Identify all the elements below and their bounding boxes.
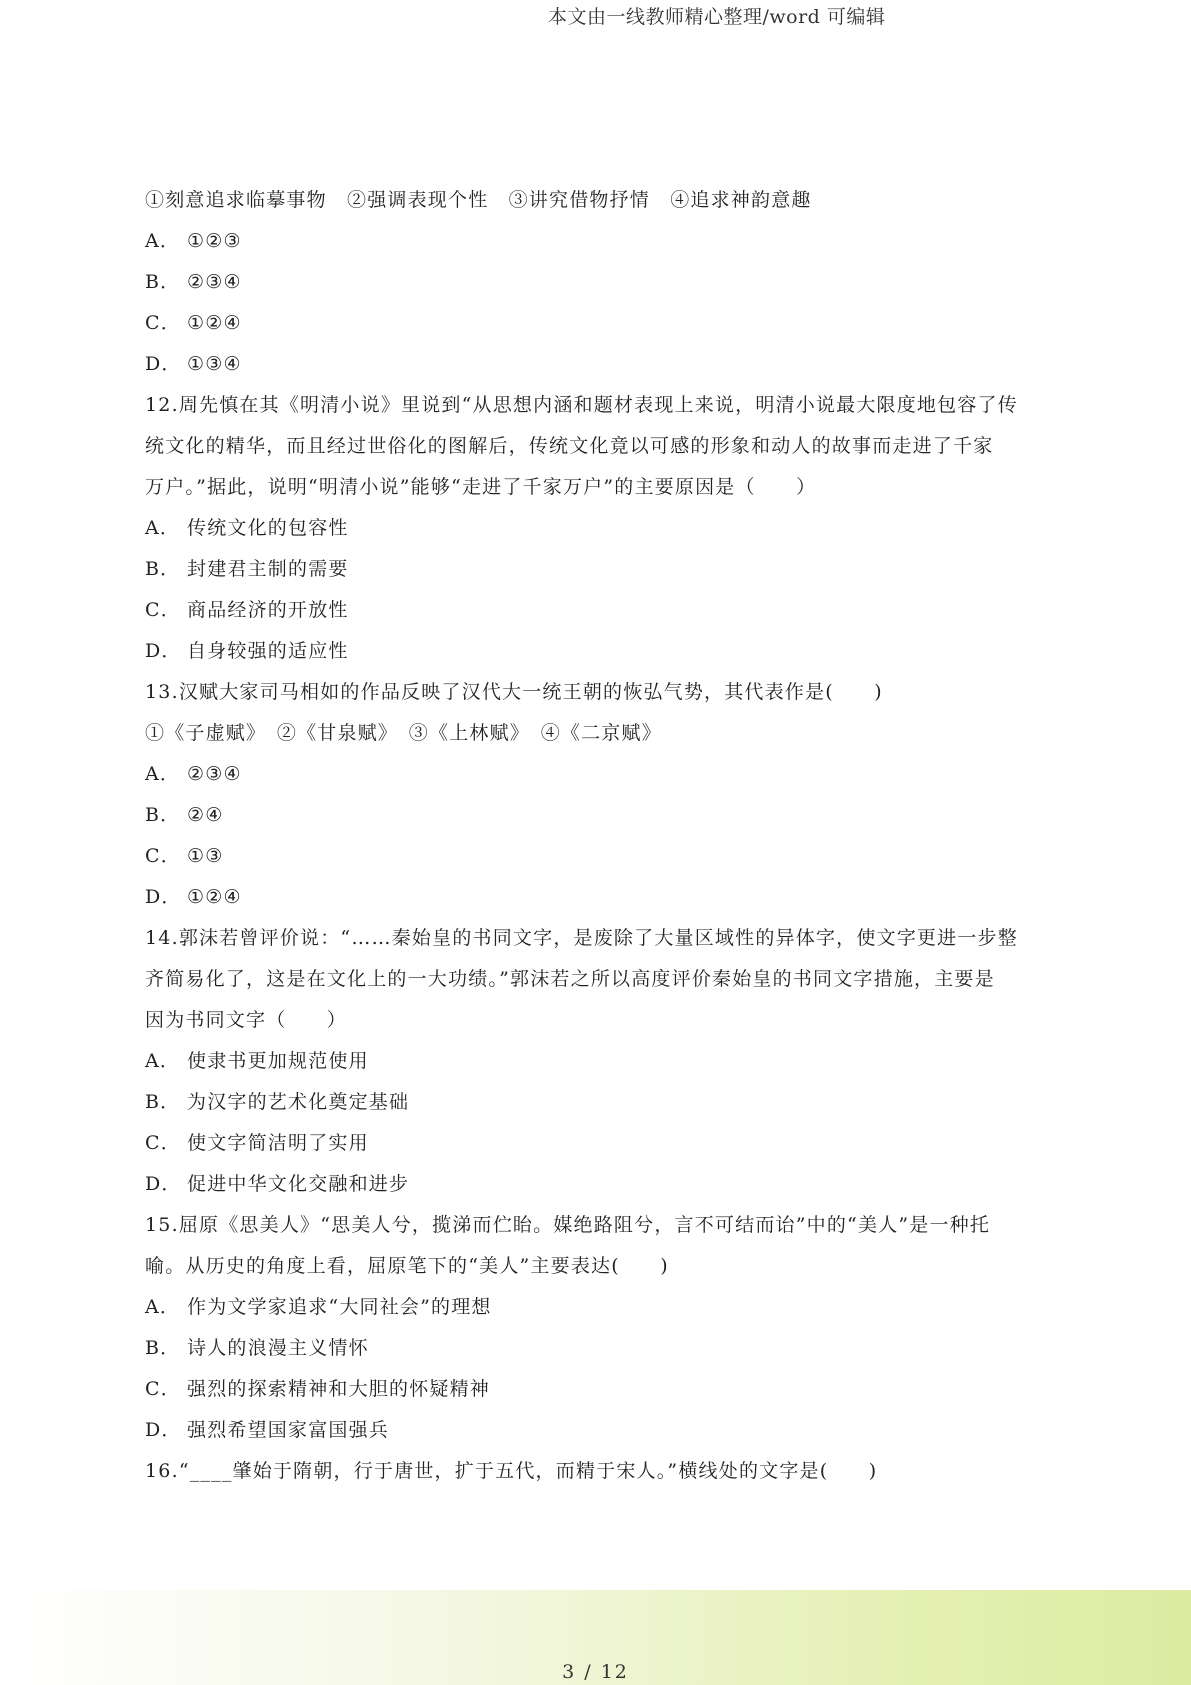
option-text: 使隶书更加规范使用 [187, 1050, 369, 1072]
q14-stem-line-2: 齐简易化了，这是在文化上的一大功绩。”郭沫若之所以高度评价秦始皇的书同文字措施，主要是 [145, 968, 995, 990]
option-text: ①②③ [187, 230, 242, 252]
option-key: D． [145, 886, 182, 908]
q13-stem-line-1: 13.汉赋大家司马相如的作品反映了汉代大一统王朝的恢弘气势，其代表作是( ) [145, 681, 883, 703]
option-key: B． [145, 558, 181, 580]
q14-stem-line-3: 因为书同文字（ ） [145, 1009, 348, 1031]
q15-stem-line-1: 15.屈原《思美人》“思美人兮，揽涕而伫眙。媒绝路阻兮，言不可结而诒”中的“美人”是一种托 [145, 1214, 991, 1236]
document-body [145, 180, 1050, 1492]
q13-option-a [145, 754, 1050, 795]
option-text: ①②④ [187, 886, 242, 908]
option-text: ①③④ [187, 353, 242, 375]
q13-option-b [145, 795, 1050, 836]
option-text: 作为文学家追求“大同社会”的理想 [187, 1296, 492, 1318]
q15-stem-line-2: 喻。从历史的角度上看，屈原笔下的“美人”主要表达( ) [145, 1255, 669, 1277]
q12-stem-line-3: 万户。”据此，说明“明清小说”能够“走进了千家万户”的主要原因是（ ） [145, 476, 817, 498]
option-key: C． [145, 1378, 181, 1400]
q14-option-a [145, 1041, 1050, 1082]
option-text: ②③④ [187, 271, 242, 293]
option-key: A． [145, 517, 181, 539]
q12-stem-line-1: 12.周先慎在其《明清小说》里说到“从思想内涵和题材表现上来说，明清小说最大限度地包容了传 [145, 394, 1018, 416]
q11-option-d [145, 344, 1050, 385]
option-text: ①②④ [187, 312, 242, 334]
option-key: D． [145, 1173, 182, 1195]
q12-option-d [145, 631, 1050, 672]
option-text: 强烈希望国家富国强兵 [187, 1419, 390, 1441]
option-key: B． [145, 804, 181, 826]
option-text: 商品经济的开放性 [187, 599, 349, 621]
option-text: 诗人的浪漫主义情怀 [187, 1337, 369, 1359]
option-key: A． [145, 230, 181, 252]
option-key: C． [145, 599, 181, 621]
q13-stem-line-2: ①《子虚赋》 ②《甘泉赋》 ③《上林赋》 ④《二京赋》 [145, 722, 662, 744]
option-text: 为汉字的艺术化奠定基础 [187, 1091, 410, 1113]
q13-option-c [145, 836, 1050, 877]
option-key: B． [145, 271, 181, 293]
option-key: C． [145, 1132, 181, 1154]
header-note: 本文由一线教师精心整理/word 可编辑 [548, 6, 886, 28]
option-key: D． [145, 353, 182, 375]
option-key: B． [145, 1337, 181, 1359]
statement-options: ①刻意追求临摹事物 ②强调表现个性 ③讲究借物抒情 ④追求神韵意趣 [145, 189, 812, 211]
q14-option-c [145, 1123, 1050, 1164]
q12-option-a [145, 508, 1050, 549]
option-key: C． [145, 845, 181, 867]
q11-option-c [145, 303, 1050, 344]
q15-option-b [145, 1328, 1050, 1369]
option-key: A． [145, 1050, 181, 1072]
q11-option-b [145, 262, 1050, 303]
q14-option-b [145, 1082, 1050, 1123]
q11-option-a [145, 221, 1050, 262]
option-text: 传统文化的包容性 [187, 517, 349, 539]
q14-option-d [145, 1164, 1050, 1205]
option-text: ②④ [187, 804, 224, 826]
option-text: 使文字简洁明了实用 [187, 1132, 369, 1154]
q15-option-d [145, 1410, 1050, 1451]
option-key: C． [145, 312, 181, 334]
option-text: 促进中华文化交融和进步 [187, 1173, 410, 1195]
q15-option-a [145, 1287, 1050, 1328]
q12-option-c [145, 590, 1050, 631]
option-text: 封建君主制的需要 [187, 558, 349, 580]
option-key: D． [145, 1419, 182, 1441]
page-number: 3 / 12 [562, 1661, 629, 1683]
option-text: ②③④ [187, 763, 242, 785]
q12-stem-line-2: 统文化的精华，而且经过世俗化的图解后，传统文化竟以可感的形象和动人的故事而走进了千家 [145, 435, 994, 457]
option-key: D． [145, 640, 182, 662]
q13-option-d [145, 877, 1050, 918]
option-text: 自身较强的适应性 [187, 640, 349, 662]
option-key: B． [145, 1091, 181, 1113]
option-key: A． [145, 763, 181, 785]
q16-stem-line-1: 16.“____肇始于隋朝，行于唐世，扩于五代，而精于宋人。”横线处的文字是( ) [145, 1460, 878, 1482]
q12-option-b [145, 549, 1050, 590]
q15-option-c [145, 1369, 1050, 1410]
option-text: ①③ [187, 845, 224, 867]
q14-stem-line-1: 14.郭沫若曾评价说：“……秦始皇的书同文字，是废除了大量区域性的异体字，使文字更进一步整 [145, 927, 1018, 949]
option-text: 强烈的探索精神和大胆的怀疑精神 [187, 1378, 491, 1400]
option-key: A． [145, 1296, 181, 1318]
